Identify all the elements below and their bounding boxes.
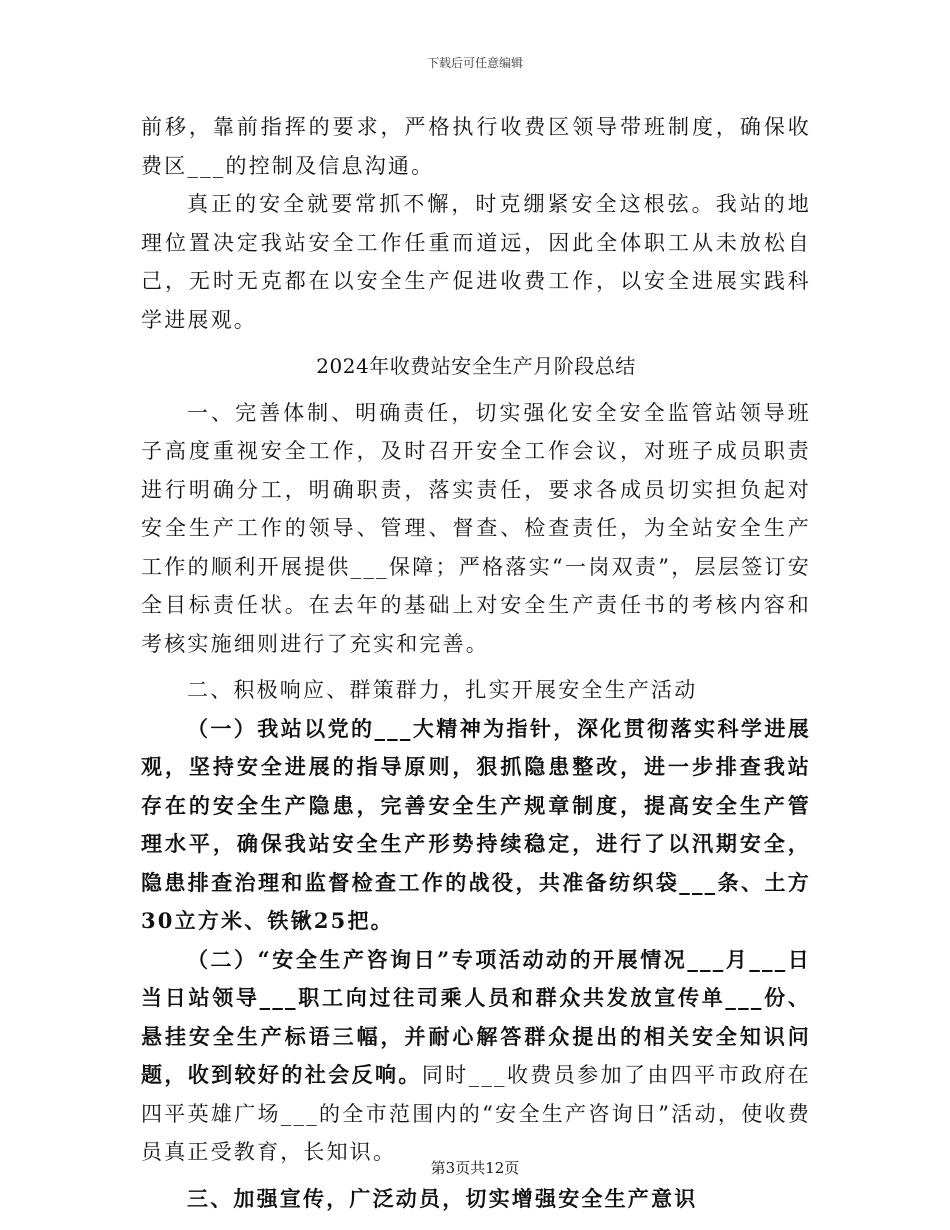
document-body — [141, 108, 811, 1218]
section-two-heading: 二、积极响应、群策群力，扎实开展安全生产活动 — [187, 678, 698, 702]
document-title: 2024年收费站安全生产月阶段总结 — [316, 354, 636, 378]
subsection-two-normal-text: 同时___收费员参加了由四平市政府在四平英雄广场___的全市范围内的“安全生产咨询日”活动，使收费员真正受教育，长知识。 — [141, 1063, 811, 1164]
paragraph-continuation: 前移，靠前指挥的要求，严格执行收费区领导带班制度，确保收费区___的控制及信息沟通。 — [141, 115, 811, 178]
paragraph-subsection-one: （一）我站以党的___大精神为指针，深化贯彻落实科学进展观，坚持安全进展的指导原则，狠抓隐患整改，进一步排查我站存在的安全生产隐患，完善安全生产规章制度，提高安全生产管理水平，确保我站安全生产形势持续稳定，进行了以汛期安全，隐患排查治理和监督检查工作的战役，共准备纺织袋___条、土方30立方米、铁锹25把。 — [141, 715, 811, 933]
page-header-note: 下载后可任意编辑 — [426, 56, 523, 70]
paragraph-section-one: 一、完善体制、明确责任，切实强化安全安全监管站领导班子高度重视安全工作，及时召开安全工作会议，对班子成员职责进行明确分工，明确职责，落实责任，要求各成员切实担负起对安全生产工作的领导、管理、督查、检查责任，为全站安全生产工作的顺利开展提供___保障；严格落实“一岗双责”，层层签订安全目标责任状。在去年的基础上对安全生产责任书的考核内容和考核实施细则进行了充实和完善。 — [141, 400, 811, 656]
paragraph-subsection-two — [141, 941, 811, 1172]
page-number: 第3页共12页 — [430, 1159, 520, 1177]
section-three-heading: 三、加强宣传，广泛动员，切实增强安全生产意识 — [187, 1185, 698, 1211]
paragraph-safety: 真正的安全就要常抓不懈，时克绷紧安全这根弦。我站的地理位置决定我站安全工作任重而道远，因此全体职工从未放松自己，无时无克都在以安全生产促进收费工作，以安全进展实践科学进展观。 — [141, 192, 811, 332]
subsection-two-bold-text: （二）“安全生产咨询日”专项活动动的开展情况___月___日当日站领导___职工向过往司乘人员和群众共发放宣传单___份、悬挂安全生产标语三幅，并耐心解答群众提出的相关安全知识问题，收到较好的社会反响。 — [141, 946, 811, 1087]
